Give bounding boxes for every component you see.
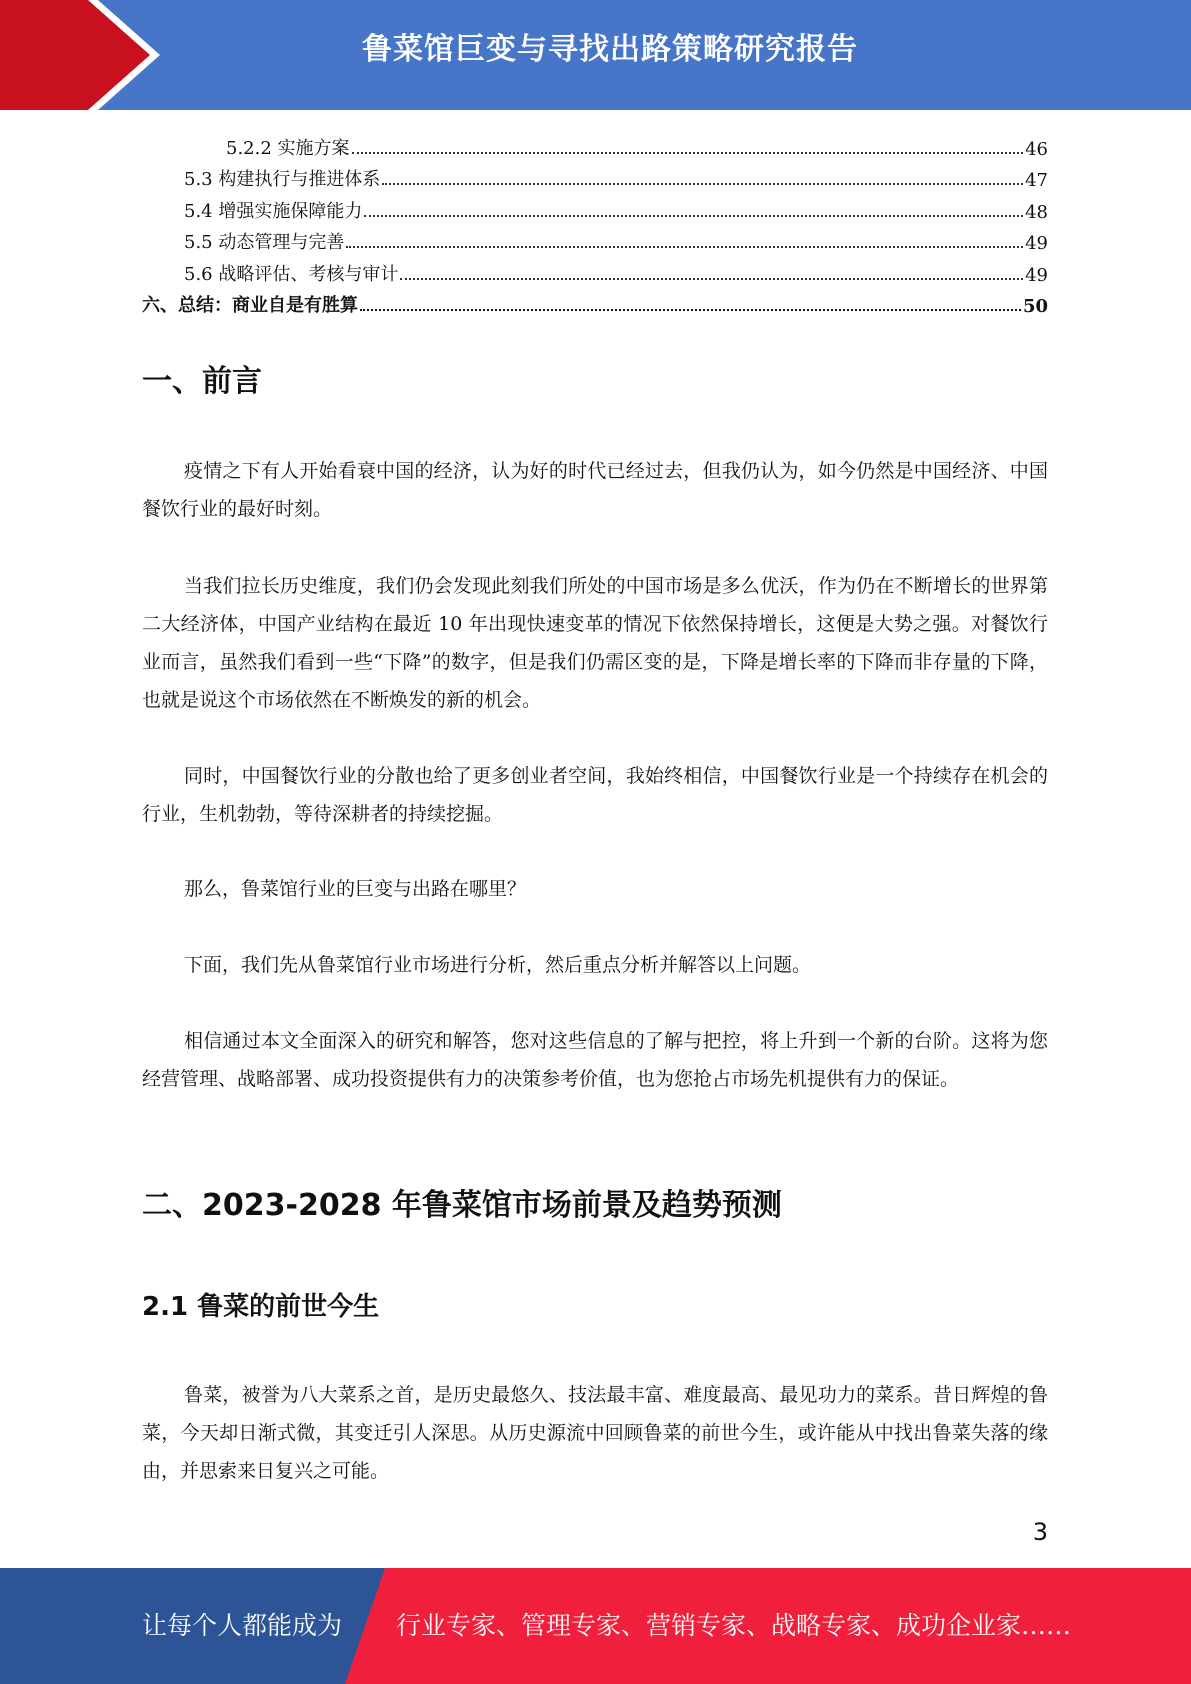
section-heading-forecast: 二、2023-2028 年鲁菜馆市场前景及趋势预测 (142, 1188, 782, 1223)
header-title: 鲁菜馆巨变与寻找出路策略研究报告 (362, 32, 858, 67)
toc-entry[interactable] (142, 191, 1048, 223)
toc-entry-label: 5.4 增强实施保障能力 (184, 200, 363, 222)
toc-entry-label: 5.2.2 实施方案 (226, 137, 350, 159)
paragraph: 相信通过本文全面深入的研究和解答，您对这些信息的了解与把控，将上升到一个新的台阶。这将为您经营管理、战略部署、成功投资提供有力的决策参考价值，也为您抢占市场先机提供有力的保证。 (142, 1030, 1048, 1090)
toc-leader-dots (346, 245, 1023, 248)
subsection-heading-history: 2.1 鲁菜的前世今生 (142, 1292, 380, 1322)
toc-entry[interactable] (142, 160, 1048, 192)
toc-entry-label: 5.3 构建执行与推进体系 (184, 169, 381, 190)
toc-entry[interactable] (142, 254, 1048, 286)
paragraph: 鲁菜，被誉为八大菜系之首，是历史最悠久、技法最丰富、难度最高、最见功力的菜系。昔日辉煌的鲁菜，今天却日渐式微，其变迁引人深思。从历史源流中回顾鲁菜的前世今生，或许能从中找出鲁菜失落的缘由，并思索来日复兴之可能。 (142, 1384, 1048, 1482)
paragraph: 下面，我们先从鲁菜馆行业市场进行分析，然后重点分析并解答以上问题。 (184, 954, 812, 976)
paragraph: 疫情之下有人开始看衰中国的经济，认为好的时代已经过去，但我仍认为，如今仍然是中国经济、中国餐饮行业的最好时刻。 (142, 460, 1048, 520)
paragraph: 同时，中国餐饮行业的分散也给了更多创业者空间，我始终相信，中国餐饮行业是一个持续存在机会的行业，生机勃勃，等待深耕者的持续挖掘。 (142, 765, 1048, 825)
toc-entry-page: 48 (1025, 201, 1048, 223)
page-number: 3 (1032, 1518, 1048, 1546)
toc-entry-page: 46 (1025, 138, 1048, 160)
footer-slogan-right: 行业专家、管理专家、营销专家、战略专家、成功企业家…… (396, 1611, 1072, 1640)
toc-entry[interactable] (142, 128, 1048, 160)
toc-leader-dots (360, 308, 1021, 311)
footer-slogan-left: 让每个人都能成为 (142, 1611, 343, 1640)
toc-leader-dots (382, 182, 1023, 185)
paragraph: 当我们拉长历史维度，我们仍会发现此刻我们所处的中国市场是多么优沃，作为仍在不断增长的世界第二大经济体，中国产业结构在最近 10 年出现快速变革的情况下依然保持增长，这便是大势之强。对餐饮行业而言，虽然我们看到一些“下降”的数字，但是我们仍需区变的是，下降是增长率的下降而非存量的下降，也就是说这个市场依然在不断焕发的新的机会。 (142, 575, 1048, 711)
toc-leader-dots (364, 214, 1023, 217)
paragraph: 那么，鲁菜馆行业的巨变与出路在哪里？ (184, 878, 527, 900)
section-heading-preface: 一、前言 (142, 364, 262, 399)
page-footer (0, 1568, 1191, 1684)
toc-entry-page: 49 (1025, 264, 1048, 286)
toc-entry-page: 49 (1025, 233, 1048, 254)
toc-leader-dots (352, 151, 1024, 154)
toc-entry-page: 50 (1022, 296, 1048, 317)
toc-entry-label: 六、总结：商业自是有胜算 (142, 295, 358, 316)
toc-entry-label: 5.5 动态管理与完善 (184, 232, 345, 253)
toc-leader-dots (400, 277, 1023, 280)
toc-entry[interactable] (142, 223, 1048, 255)
toc-entry[interactable] (142, 286, 1048, 318)
toc-entry-label: 5.6 战略评估、考核与审计 (184, 263, 399, 285)
page-header (0, 0, 1191, 110)
toc-entry-page: 47 (1025, 170, 1048, 191)
table-of-contents (142, 128, 1048, 317)
